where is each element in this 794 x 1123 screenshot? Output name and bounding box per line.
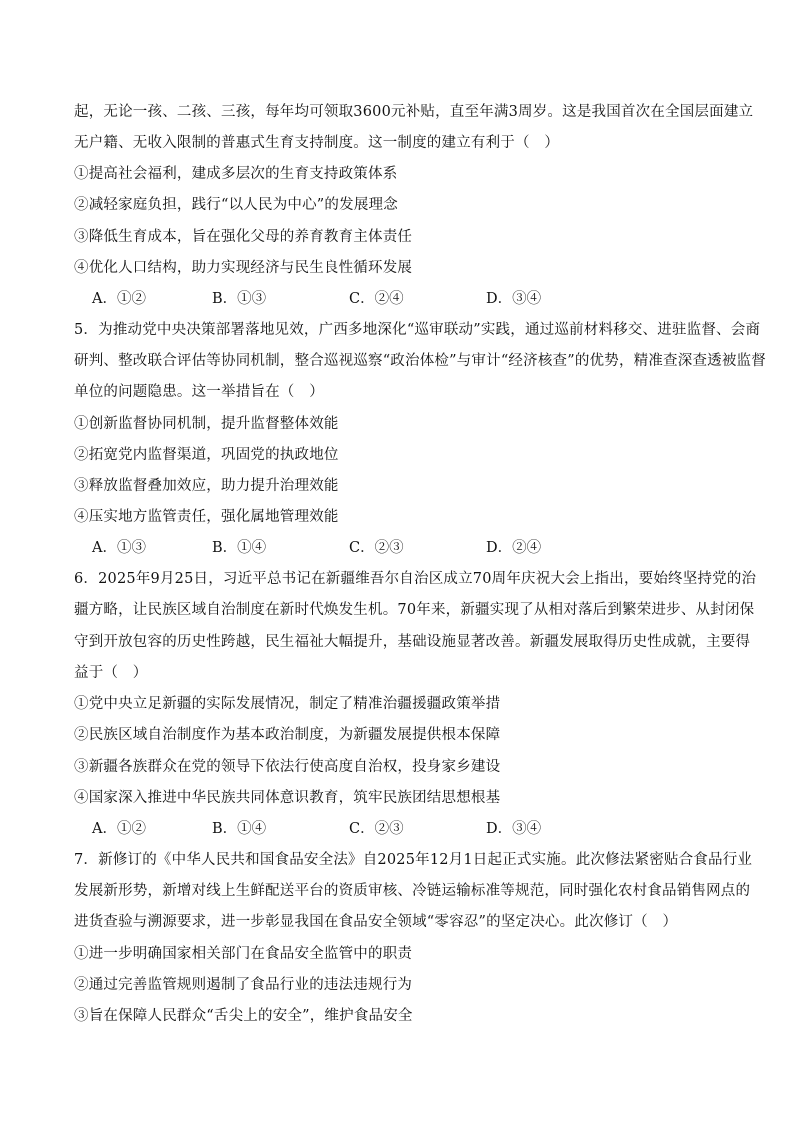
q6-option-d[interactable]: D．③④: [486, 821, 542, 837]
q6-statement-3: ③新疆各族群众在党的领导下依法行使高度自治权，投身家乡建设: [74, 759, 501, 775]
q4-option-b[interactable]: B．①③: [212, 291, 267, 307]
q7-stem-line-1: 7．新修订的《中华人民共和国食品安全法》自2025年12月1日起正式实施。此次修法紧密贴合食品行业: [74, 852, 753, 868]
q4-statement-3: ③降低生育成本，旨在强化父母的养育教育主体责任: [74, 229, 413, 245]
q4-option-a[interactable]: A．①②: [92, 291, 146, 307]
q6-statement-1: ①党中央立足新疆的实际发展情况，制定了精准治疆援疆政策举措: [74, 696, 501, 712]
q5-option-c[interactable]: C．②③: [349, 540, 404, 556]
q7-statement-2: ②通过完善监管规则遏制了食品行业的违法违规行为: [74, 977, 413, 993]
q5-stem-line-2: 研判、整改联合评估等协同机制，整合巡视巡察“政治体检”与审计“经济核查”的优势，精准查深查透被监督: [74, 353, 766, 369]
q4-option-c[interactable]: C．②④: [349, 291, 404, 307]
q6-option-c[interactable]: C．②③: [349, 821, 404, 837]
q4-stem-line-2: 无户籍、无收入限制的普惠式生育支持制度。这一制度的建立有利于（ ）: [74, 135, 560, 151]
q4-stem-line-1: 起，无论一孩、二孩、三孩，每年均可领取3600元补贴，直至年满3周岁。这是我国首次在全国层面建立: [74, 104, 754, 120]
q6-option-b[interactable]: B．①④: [212, 821, 267, 837]
q6-option-a[interactable]: A．①②: [92, 821, 146, 837]
q5-option-a[interactable]: A．①③: [92, 540, 146, 556]
q7-stem-line-3: 进货查验与溯源要求，进一步彰显我国在食品安全领域“零容忍”的坚定决心。此次修订（ ）: [74, 914, 678, 930]
q4-statement-1: ①提高社会福利，建成多层次的生育支持政策体系: [74, 166, 398, 182]
q7-statement-1: ①进一步明确国家相关部门在食品安全监管中的职责: [74, 946, 413, 962]
q5-statement-1: ①创新监督协同机制，提升监督整体效能: [74, 416, 339, 432]
q5-statement-2: ②拓宽党内监督渠道，巩固党的执政地位: [74, 447, 339, 463]
q6-stem-line-3: 守到开放包容的历史性跨越，民生福祉大幅提升，基础设施显著改善。新疆发展取得历史性成就，主要得: [74, 634, 751, 650]
q5-option-d[interactable]: D．②④: [486, 540, 542, 556]
q7-statement-3: ③旨在保障人民群众“舌尖上的安全”，维护食品安全: [74, 1008, 413, 1024]
q5-stem-line-1: 5．为推动党中央决策部署落地见效，广西多地深化“巡审联动”实践，通过巡前材料移交、进驻监督、会商: [74, 322, 761, 338]
q6-stem-line-2: 疆方略，让民族区域自治制度在新时代焕发生机。70年来，新疆实现了从相对落后到繁荣进步、从封闭保: [74, 602, 755, 618]
q6-stem-line-4: 益于（ ）: [74, 665, 148, 681]
q5-statement-3: ③释放监督叠加效应，助力提升治理效能: [74, 478, 339, 494]
q5-statement-4: ④压实地方监管责任，强化属地管理效能: [74, 509, 339, 525]
q5-stem-line-3: 单位的问题隐患。这一举措旨在（ ）: [74, 384, 324, 400]
q4-option-d[interactable]: D．③④: [486, 291, 542, 307]
q6-stem-line-1: 6．2025年9月25日，习近平总书记在新疆维吾尔自治区成立70周年庆祝大会上指出，要始终坚持党的治: [74, 571, 757, 587]
q6-statement-2: ②民族区域自治制度作为基本政治制度，为新疆发展提供根本保障: [74, 727, 501, 743]
q4-statement-2: ②减轻家庭负担，践行“以人民为中心”的发展理念: [74, 197, 398, 213]
q5-option-b[interactable]: B．①④: [212, 540, 267, 556]
q4-statement-4: ④优化人口结构，助力实现经济与民生良性循环发展: [74, 260, 413, 276]
q6-statement-4: ④国家深入推进中华民族共同体意识教育，筑牢民族团结思想根基: [74, 790, 501, 806]
q7-stem-line-2: 发展新形势，新增对线上生鲜配送平台的资质审核、冷链运输标准等规范，同时强化农村食品销售网点的: [74, 883, 751, 899]
